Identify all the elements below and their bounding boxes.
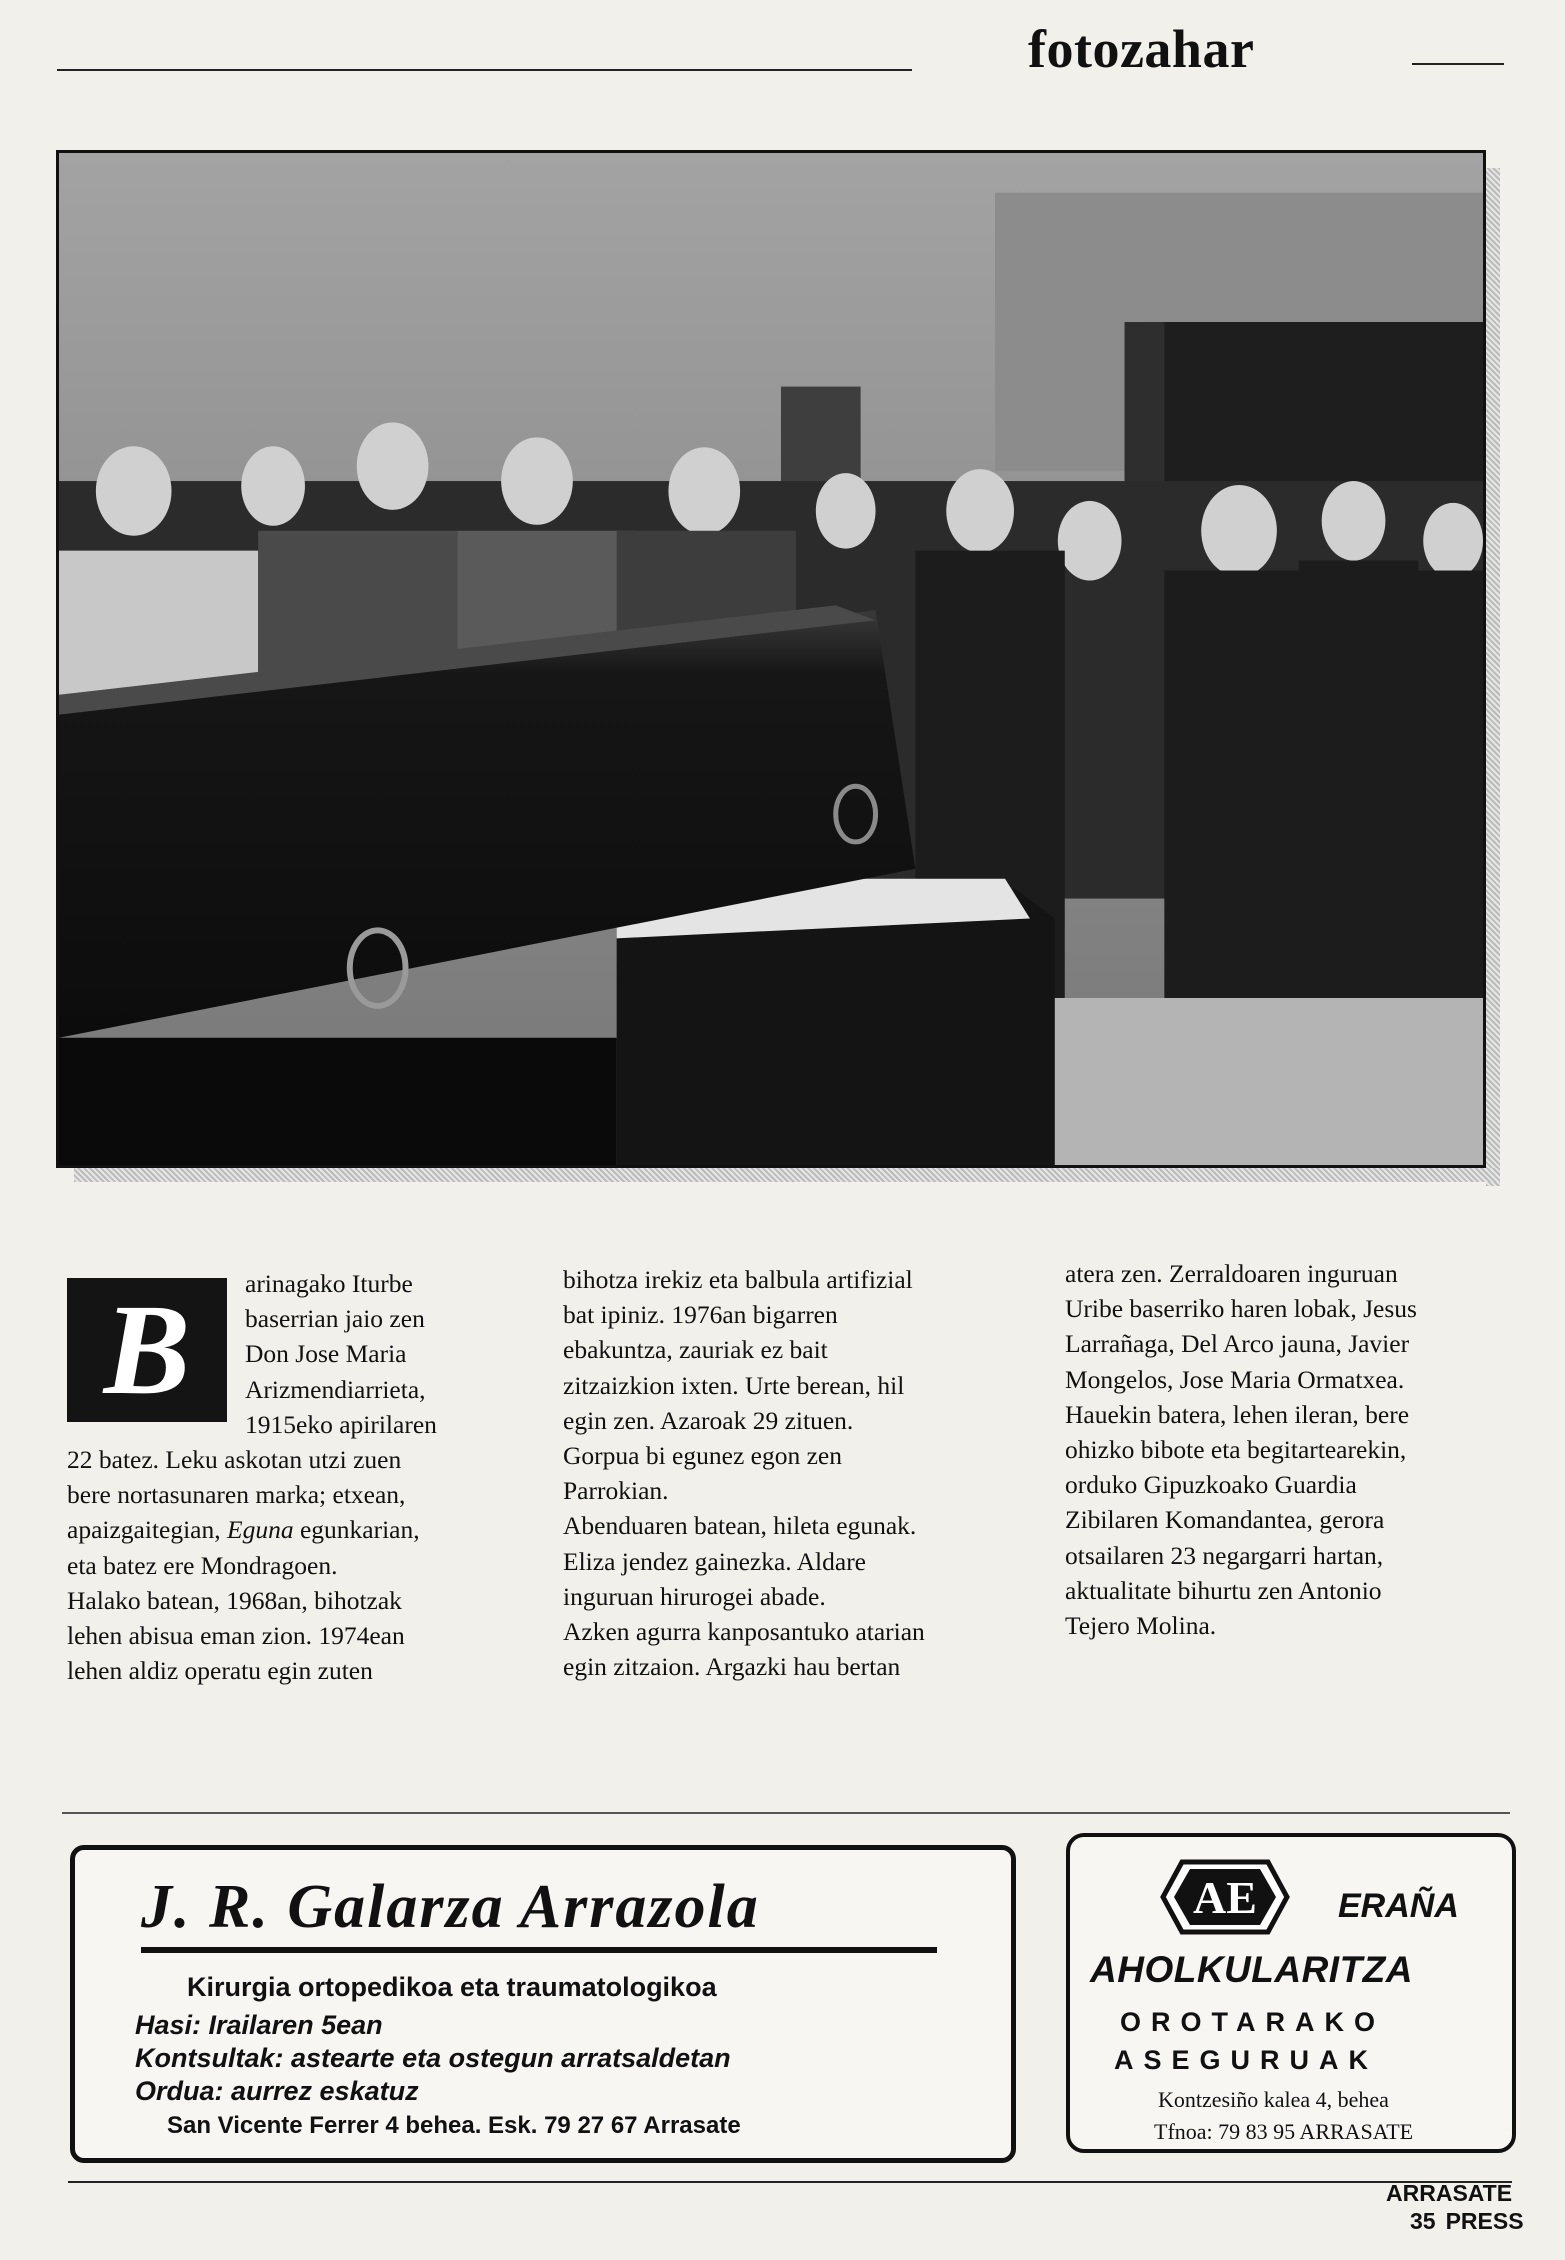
text-line: ebakuntza, zauriak ez bait: [563, 1335, 828, 1365]
ad-galarza: [70, 1845, 1016, 2163]
article-column-2: [563, 1262, 925, 1684]
text-line: arinagako Iturbe: [245, 1269, 413, 1298]
ad-address: San Vicente Ferrer 4 behea. Esk. 79 27 67 Arrasate: [167, 2112, 741, 2139]
ad-address: Kontzesiño kalea 4, behea: [1158, 2087, 1389, 2112]
ad-phone: Tfnoa: 79 83 95 ARRASATE: [1154, 2119, 1414, 2144]
ad-tagline-1: OROTARAKO: [1120, 2007, 1385, 2037]
article-column-1-top: [245, 1266, 437, 1442]
text-line: lehen abisua eman zion. 1974ean: [67, 1620, 405, 1650]
dropcap-letter: B: [67, 1278, 227, 1422]
footer-press: PRESS: [1445, 2208, 1524, 2234]
text-line: Hauekin batera, lehen ileran, bere: [1065, 1399, 1410, 1429]
ad-brand: ERAÑA: [1338, 1887, 1459, 1925]
text-line: egin zitzaion. Argazki hau bertan: [563, 1652, 901, 1682]
text-line: ohizko bibote eta begitartearekin,: [1065, 1434, 1407, 1464]
text-line: aktualitate bihurtu zen Antonio: [1065, 1575, 1382, 1605]
ad-consult-hours: Kontsultak: astearte eta ostegun arratsaldetan: [135, 2043, 731, 2073]
text-line: zitzaizkion ixten. Urte berean, hil: [563, 1370, 905, 1400]
text-line: lehen aldiz operatu egin zuten: [67, 1656, 373, 1686]
section-divider: [62, 1812, 1510, 1814]
ad-doctor-name: J. R. Galarza Arrazola: [141, 1873, 760, 1941]
text-line: bihotza irekiz eta balbula artifizial: [563, 1265, 913, 1294]
text-line: baserrian jaio zen: [245, 1304, 425, 1334]
text-line: Parrokian.: [563, 1476, 669, 1506]
ad-tagline-2: ASEGURUAK: [1114, 2045, 1379, 2075]
text-line: Halako batean, 1968an, bihotzak: [67, 1585, 402, 1615]
header-rule-right: [1412, 63, 1504, 65]
ae-logo-text: AE: [1193, 1872, 1257, 1923]
text-line: Arizmendiarrieta,: [245, 1374, 426, 1404]
photo-shadow-bottom: [74, 1168, 1500, 1182]
text-span: apaizgaitegian,: [67, 1515, 227, 1545]
header-rule-left: [57, 69, 912, 71]
funeral-photo: [56, 150, 1486, 1168]
ad-appointment: Ordua: aurrez eskatuz: [135, 2076, 419, 2106]
photo-shadow-right: [1486, 168, 1500, 1186]
text-line: inguruan hirurogei abade.: [563, 1581, 826, 1611]
text-line: bat ipiniz. 1976an bigarren: [563, 1300, 838, 1330]
section-title: fotozahar: [1028, 19, 1255, 79]
ad-erana: [1066, 1833, 1516, 2153]
text-line: [67, 1512, 420, 1547]
text-line: orduko Gipuzkoako Guardia: [1065, 1470, 1357, 1500]
footer-publication: ARRASATE: [1386, 2180, 1513, 2206]
text-line: eta batez ere Mondragoen.: [67, 1550, 338, 1580]
article-column-3: [1065, 1256, 1417, 1643]
text-line: otsailaren 23 negargarri hartan,: [1065, 1540, 1384, 1570]
text-line: egin zen. Azaroak 29 zituen.: [563, 1405, 854, 1435]
text-line: Gorpua bi egunez egon zen: [563, 1440, 842, 1470]
text-line: Mongelos, Jose Maria Ormatxea.: [1065, 1364, 1405, 1394]
funeral-photo-image: [59, 153, 1483, 1165]
footer-page: [1410, 2208, 1524, 2235]
text-line: 22 batez. Leku askotan utzi zuen: [67, 1445, 402, 1474]
ae-logo-icon: [1160, 1859, 1290, 1935]
ad-start-date: Hasi: Irailaren 5ean: [135, 2010, 383, 2040]
footer-rule: [68, 2181, 1512, 2183]
text-line: Tejero Molina.: [1065, 1610, 1217, 1640]
text-span: egunkarian,: [293, 1515, 420, 1545]
text-line: Don Jose Maria: [245, 1339, 407, 1369]
ad-firm: AHOLKULARITZA: [1090, 1949, 1414, 1990]
text-line: Larrañaga, Del Arco jauna, Javier: [1065, 1329, 1410, 1359]
text-line: Abenduaren batean, hileta egunak.: [563, 1511, 917, 1541]
text-line: 1915eko apirilaren: [245, 1409, 437, 1439]
newspaper-name: Eguna: [227, 1515, 294, 1545]
article-column-1-bottom: [67, 1442, 420, 1688]
ad-specialty: Kirurgia ortopedikoa eta traumatologikoa: [187, 1972, 717, 2002]
text-line: bere nortasunaren marka; etxean,: [67, 1480, 406, 1510]
text-line: Azken agurra kanposantuko atarian: [563, 1616, 925, 1646]
ad-rule: [141, 1947, 937, 1953]
text-line: Eliza jendez gainezka. Aldare: [563, 1546, 866, 1576]
text-line: Uribe baserriko haren lobak, Jesus: [1065, 1294, 1417, 1324]
text-line: atera zen. Zerraldoaren inguruan: [1065, 1259, 1398, 1288]
page-number: 35: [1410, 2208, 1436, 2234]
text-line: Zibilaren Komandantea, gerora: [1065, 1505, 1385, 1535]
